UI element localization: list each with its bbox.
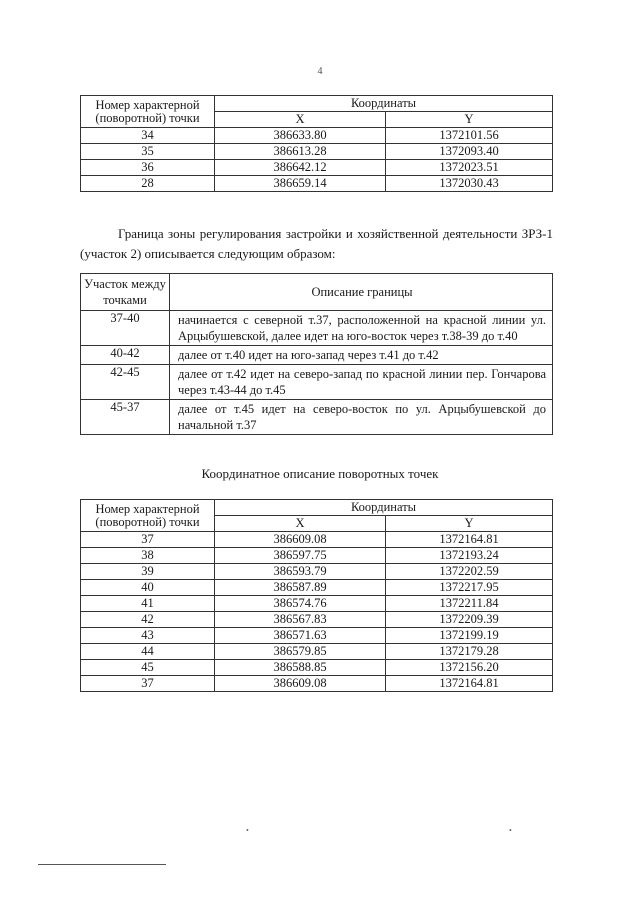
point-number-cell: 42 bbox=[81, 612, 215, 628]
x-coordinate-cell: 386609.08 bbox=[215, 532, 386, 548]
y-coordinate-cell: 1372030.43 bbox=[386, 176, 553, 192]
table-row bbox=[81, 564, 553, 580]
y-coordinate-cell: 1372179.28 bbox=[386, 644, 553, 660]
x-coordinate-cell: 386587.89 bbox=[215, 580, 386, 596]
point-number-cell: 40 bbox=[81, 580, 215, 596]
y-coordinate-cell: 1372217.95 bbox=[386, 580, 553, 596]
table-row bbox=[81, 660, 553, 676]
point-number-cell: 37 bbox=[81, 532, 215, 548]
segment-cell: 37-40 bbox=[81, 311, 170, 346]
point-number-cell: 45 bbox=[81, 660, 215, 676]
table-header-row bbox=[81, 500, 553, 516]
point-number-cell: 36 bbox=[81, 160, 215, 176]
y-coordinate-cell: 1372156.20 bbox=[386, 660, 553, 676]
footer-rule bbox=[38, 864, 166, 865]
description-cell: далее от т.42 идет на северо-запад по красной линии пер. Гончарова через т.43-44 до т.45 bbox=[170, 365, 553, 400]
table-row bbox=[81, 548, 553, 564]
description-cell: начинается с северной т.37, расположенной на красной линии ул. Арцыбушевской, далее идет на юго-восток через т.38-39 до т.40 bbox=[170, 311, 553, 346]
description-cell: далее от т.40 идет на юго-запад через т.41 до т.42 bbox=[170, 346, 553, 365]
x-coordinate-cell: 386633.80 bbox=[215, 128, 386, 144]
x-coordinate-cell: 386593.79 bbox=[215, 564, 386, 580]
y-header: Y bbox=[386, 516, 553, 532]
x-coordinate-cell: 386571.63 bbox=[215, 628, 386, 644]
point-number-header: Номер характерной (поворотной) точки bbox=[81, 96, 215, 128]
table-row bbox=[81, 346, 553, 365]
point-number-cell: 39 bbox=[81, 564, 215, 580]
coordinates-header: Координаты bbox=[215, 96, 553, 112]
x-coordinate-cell: 386567.83 bbox=[215, 612, 386, 628]
y-coordinate-cell: 1372101.56 bbox=[386, 128, 553, 144]
scan-mark: • bbox=[246, 826, 249, 835]
point-number-cell: 37 bbox=[81, 676, 215, 692]
y-coordinate-cell: 1372164.81 bbox=[386, 676, 553, 692]
point-number-cell: 43 bbox=[81, 628, 215, 644]
x-coordinate-cell: 386642.12 bbox=[215, 160, 386, 176]
segment-cell: 40-42 bbox=[81, 346, 170, 365]
y-coordinate-cell: 1372193.24 bbox=[386, 548, 553, 564]
point-number-cell: 34 bbox=[81, 128, 215, 144]
table-row bbox=[81, 644, 553, 660]
y-coordinate-cell: 1372023.51 bbox=[386, 160, 553, 176]
boundary-table-body bbox=[81, 274, 553, 435]
table-row bbox=[81, 628, 553, 644]
coordinates-header: Координаты bbox=[215, 500, 553, 516]
table-row bbox=[81, 144, 553, 160]
x-coordinate-cell: 386579.85 bbox=[215, 644, 386, 660]
description-cell: далее от т.45 идет на северо-восток по ул. Арцыбушевской до начальной т.37 bbox=[170, 400, 553, 435]
zone-description-paragraph: Граница зоны регулирования застройки и хозяйственной деятельности ЗРЗ-1 (участок 2) описывается следующим образом: bbox=[80, 226, 553, 261]
x-coordinate-cell: 386613.28 bbox=[215, 144, 386, 160]
y-coordinate-cell: 1372209.39 bbox=[386, 612, 553, 628]
y-coordinate-cell: 1372199.19 bbox=[386, 628, 553, 644]
table-row bbox=[81, 676, 553, 692]
table-row bbox=[81, 160, 553, 176]
segment-header: Участок между точками bbox=[81, 274, 170, 311]
coordinates-table-body bbox=[81, 96, 553, 192]
point-number-cell: 38 bbox=[81, 548, 215, 564]
table-header-row bbox=[81, 274, 553, 311]
coordinates-table-body bbox=[81, 500, 553, 692]
table-row bbox=[81, 128, 553, 144]
coordinates-table bbox=[80, 95, 553, 192]
x-coordinate-cell: 386597.75 bbox=[215, 548, 386, 564]
coordinates-table bbox=[80, 499, 553, 692]
table-row bbox=[81, 365, 553, 400]
y-coordinate-cell: 1372202.59 bbox=[386, 564, 553, 580]
y-coordinate-cell: 1372093.40 bbox=[386, 144, 553, 160]
table-row bbox=[81, 400, 553, 435]
x-coordinate-cell: 386659.14 bbox=[215, 176, 386, 192]
y-header: Y bbox=[386, 112, 553, 128]
section-title: Координатное описание поворотных точек bbox=[201, 466, 439, 481]
x-coordinate-cell: 386609.08 bbox=[215, 676, 386, 692]
table-row bbox=[81, 596, 553, 612]
point-number-cell: 44 bbox=[81, 644, 215, 660]
description-header: Описание границы bbox=[170, 274, 553, 311]
scan-mark: • bbox=[509, 826, 512, 835]
point-number-cell: 41 bbox=[81, 596, 215, 612]
table-row bbox=[81, 532, 553, 548]
y-coordinate-cell: 1372164.81 bbox=[386, 532, 553, 548]
x-header: X bbox=[215, 516, 386, 532]
table-row bbox=[81, 311, 553, 346]
point-number-cell: 28 bbox=[81, 176, 215, 192]
x-header: X bbox=[215, 112, 386, 128]
boundary-description-table bbox=[80, 273, 553, 435]
y-coordinate-cell: 1372211.84 bbox=[386, 596, 553, 612]
point-number-header: Номер характерной (поворотной) точки bbox=[81, 500, 215, 532]
point-number-cell: 35 bbox=[81, 144, 215, 160]
table-row bbox=[81, 612, 553, 628]
table-row bbox=[81, 176, 553, 192]
x-coordinate-cell: 386588.85 bbox=[215, 660, 386, 676]
segment-cell: 45-37 bbox=[81, 400, 170, 435]
x-coordinate-cell: 386574.76 bbox=[215, 596, 386, 612]
table-header-row bbox=[81, 96, 553, 112]
table-row bbox=[81, 580, 553, 596]
page-number: 4 bbox=[317, 66, 323, 77]
segment-cell: 42-45 bbox=[81, 365, 170, 400]
